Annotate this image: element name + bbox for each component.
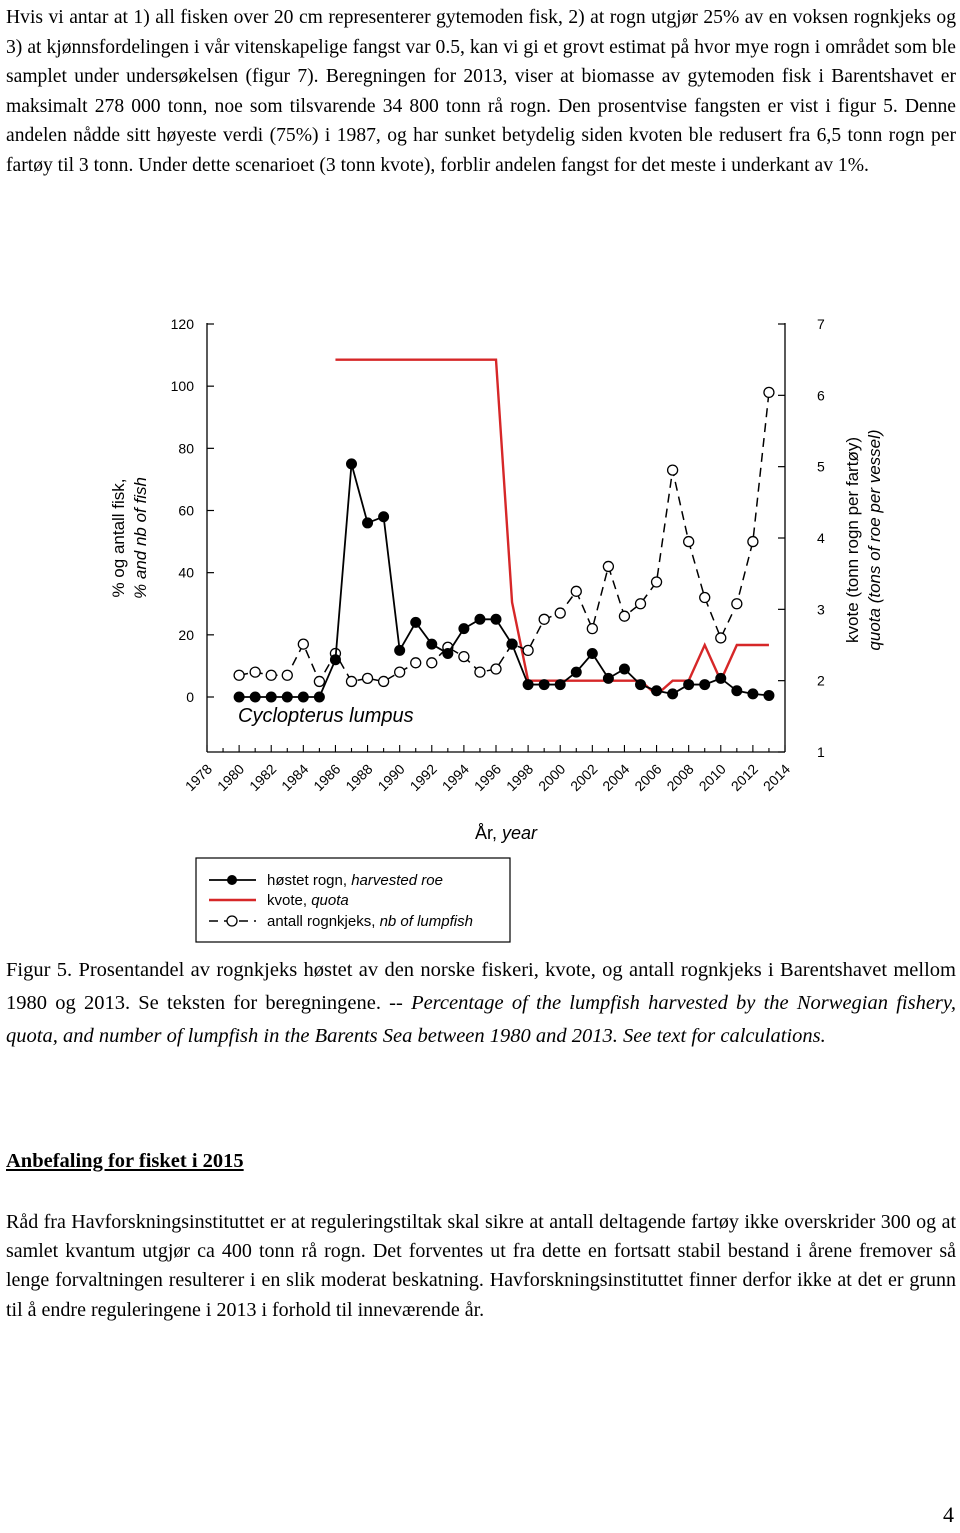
legend-label <box>267 872 443 889</box>
lumpfish-count-point <box>652 577 662 587</box>
x-tick-label: 1998 <box>502 760 537 795</box>
harvested-roe-point <box>619 664 629 674</box>
x-tick-label: 2000 <box>534 760 569 795</box>
x-tick-label: 1996 <box>470 760 505 795</box>
x-tick-label: 1994 <box>438 760 473 795</box>
harvested-roe-point <box>250 692 260 702</box>
harvested-roe-point <box>298 692 308 702</box>
harvested-roe-point <box>234 692 244 702</box>
x-tick-label: 2004 <box>599 760 633 795</box>
figure-caption <box>6 954 956 1053</box>
chart-series <box>234 360 774 702</box>
chart-axes <box>207 323 785 752</box>
lumpfish-count-point <box>475 667 485 677</box>
harvested-roe-point <box>571 667 581 677</box>
right-axis-label-italic: quota (tons of roe per vessel) <box>865 429 884 651</box>
harvested-roe-point <box>411 617 421 627</box>
lumpfish-count-point <box>250 667 260 677</box>
lumpfish-count-point <box>379 676 389 686</box>
lumpfish-count-point <box>539 614 549 624</box>
harvested-roe-point <box>395 645 405 655</box>
harvested-roe-point <box>427 639 437 649</box>
right-tick-label: 1 <box>817 744 825 760</box>
x-tick-label: 1986 <box>310 760 344 795</box>
left-tick-label: 0 <box>186 689 194 705</box>
harvested-roe-point <box>314 692 324 702</box>
x-tick-label: 1988 <box>342 760 376 795</box>
x-tick-label: 1990 <box>374 760 408 795</box>
x-tick-label: 2002 <box>567 760 601 795</box>
lumpfish-count-point <box>764 387 774 397</box>
x-axis-label <box>475 823 538 843</box>
harvested-roe-point <box>347 459 357 469</box>
harvested-roe-point <box>652 686 662 696</box>
harvested-roe-point <box>587 648 597 658</box>
harvested-roe-point <box>748 689 758 699</box>
caption-norwegian: Figur 5. Prosentandel av rognkjeks høstet av den norske fiskeri, kvote, og antall rognkjeks i Barentshavet mellom 1980 og 2013. Se teksten for beregningene. -- <box>6 959 956 1014</box>
quota-line <box>335 360 769 695</box>
harvested-roe-point <box>459 624 469 634</box>
harvested-roe-point <box>475 614 485 624</box>
x-tick-label: 2014 <box>759 760 794 795</box>
harvested-roe-point <box>282 692 292 702</box>
lumpfish-count-point <box>459 652 469 662</box>
harvested-roe-point <box>764 690 774 700</box>
lumpfish-count-point <box>491 664 501 674</box>
legend-label-plain: høstet rogn, <box>267 872 352 889</box>
lumpfish-count-point <box>619 611 629 621</box>
legend-label-plain: antall rognkjeks, <box>267 913 380 930</box>
x-tick-label: 2012 <box>727 760 762 795</box>
right-tick-label: 6 <box>817 387 825 404</box>
harvested-roe-point <box>684 680 694 690</box>
harvested-roe-point <box>732 686 742 696</box>
lumpfish-count-point <box>347 676 357 686</box>
right-axis-label <box>843 429 884 650</box>
lumpfish-count-point <box>571 586 581 596</box>
x-tick-label: 2008 <box>663 760 697 795</box>
legend-label-italic: quota <box>311 892 349 909</box>
right-axis-label-plain: kvote (tonn rogn per fartøy) <box>843 437 862 643</box>
x-tick-label: 1978 <box>181 760 216 795</box>
lumpfish-count-point <box>363 673 373 683</box>
lumpfish-count-point <box>636 599 646 609</box>
lumpfish-count-point <box>716 633 726 643</box>
caption-english: Percentage of the lumpfish harvested by the Norwegian fishery, quota, and number of lumpfish in the Barents Sea between 1980 and 2013. See text for calculations. <box>6 992 957 1047</box>
x-tick-label: 2010 <box>695 760 729 795</box>
legend-label <box>267 892 349 909</box>
left-tick-label: 100 <box>170 378 194 395</box>
x-tick-label: 1992 <box>406 760 440 795</box>
lumpfish-count-point <box>234 670 244 680</box>
recommendation-paragraph: Råd fra Havforskningsinstituttet er at reguleringstiltak skal sikre at antall deltagende fartøy ikke overskrider 300 og at samlet kvantum utgjør ca 400 tonn rå rogn. Det forventes ut fra dette en fortsatt stabil bestand i årene fremover så lenge forvaltningen resulterer i en slik moderat beskatning. Havforskningsinstituttet finner derfor ikke at det er grunn til å endre reguleringene i 2013 i forhold til inneværende år. <box>6 1211 956 1321</box>
chart-legend <box>196 858 510 942</box>
lumpfish-count-point <box>395 667 405 677</box>
legend-count-marker <box>227 916 237 926</box>
lumpfish-count-point <box>314 676 324 686</box>
harvested-roe-point <box>363 518 373 528</box>
legend-label-plain: kvote, <box>267 892 312 909</box>
lumpfish-count-point <box>427 658 437 668</box>
x-axis-label-plain: År, <box>474 823 502 843</box>
lumpfish-count-point <box>555 608 565 618</box>
lumpfish-count-point <box>603 561 613 571</box>
harvested-roe-point <box>555 680 565 690</box>
left-tick-label: 60 <box>178 502 194 519</box>
harvested-roe-point <box>379 512 389 522</box>
left-axis-label-plain: % og antall fisk, <box>109 478 128 598</box>
left-tick-label: 40 <box>178 564 194 581</box>
left-axis-label <box>109 477 150 599</box>
lumpfish-count-point <box>748 537 758 547</box>
harvested-roe-point <box>716 673 726 683</box>
left-axis-label-italic: % and nb of fish <box>131 477 150 599</box>
lumpfish-count-point <box>684 537 694 547</box>
x-tick-label: 1980 <box>213 760 248 795</box>
x-axis-label-italic: year <box>502 823 538 843</box>
right-tick-label: 5 <box>817 458 825 475</box>
harvested-roe-point <box>443 648 453 658</box>
harvested-roe-point <box>603 673 613 683</box>
x-tick-label: 1984 <box>278 760 312 795</box>
harvested-roe-point <box>636 680 646 690</box>
section-heading: Anbefaling for fisket i 2015 <box>6 1150 244 1172</box>
legend-label-italic: nb of lumpfish <box>379 913 473 930</box>
x-tick-label: 2006 <box>631 760 665 795</box>
legend-label-italic: harvested roe <box>351 872 443 889</box>
lumpfish-count-point <box>282 670 292 680</box>
harvested-roe-point <box>539 680 549 690</box>
intro-paragraph: Hvis vi antar at 1) all fisken over 20 cm representerer gytemoden fisk, 2) at rogn utgjør 25% av en voksen rognkjeks og 3) at kjønnsfordelingen i vår vitenskapelige fangst var 0.5, kan vi gi et grovt estimat på hvor mye rogn i området som ble samplet under undersøkelsen (figur 7). Beregningen for 2013, viser at biomasse av gytemoden fisk i Barentshavet er maksimalt 278 000 tonn, noe som tilsvarende 34 800 tonn rå rogn. Den prosentvise fangsten er vist i figur 5. Denne andelen nådde sitt høyeste verdi (75%) i 1987, og har sunket betydelig siden kvoten ble redusert fra 6,5 tonn rogn per fartøy til 3 tonn. Under dette scenarioet (3 tonn kvote), forblir andelen fangst for det meste i underkant av 1%. <box>6 7 956 176</box>
x-tick-label: 1982 <box>245 760 280 795</box>
right-tick-label: 7 <box>817 316 825 332</box>
harvested-roe-point <box>507 639 517 649</box>
harvested-roe-point <box>266 692 276 702</box>
lumpfish-count-point <box>732 599 742 609</box>
legend-label <box>267 913 473 930</box>
harvested-roe-point <box>700 680 710 690</box>
left-tick-label: 20 <box>178 626 194 643</box>
lumpfish-count-point <box>523 645 533 655</box>
harvested-roe-point <box>668 689 678 699</box>
lumpfish-count-point <box>411 658 421 668</box>
right-tick-label: 3 <box>817 601 825 618</box>
right-tick-label: 4 <box>817 530 825 546</box>
page-number: 4 <box>943 1502 954 1527</box>
harvested-roe-point <box>491 614 501 624</box>
lumpfish-count-point <box>668 465 678 475</box>
left-tick-label: 120 <box>170 316 194 332</box>
harvested-roe-point <box>330 655 340 665</box>
right-tick-label: 2 <box>817 672 825 689</box>
lumpfish-count-point <box>587 624 597 634</box>
legend-harvested-marker <box>227 875 237 885</box>
species-annotation: Cyclopterus lumpus <box>238 705 414 727</box>
harvested-roe-point <box>523 680 533 690</box>
lumpfish-count-point <box>266 670 276 680</box>
left-tick-label: 80 <box>178 440 194 457</box>
lumpfish-count-point <box>298 639 308 649</box>
lumpfish-count-point <box>700 593 710 603</box>
